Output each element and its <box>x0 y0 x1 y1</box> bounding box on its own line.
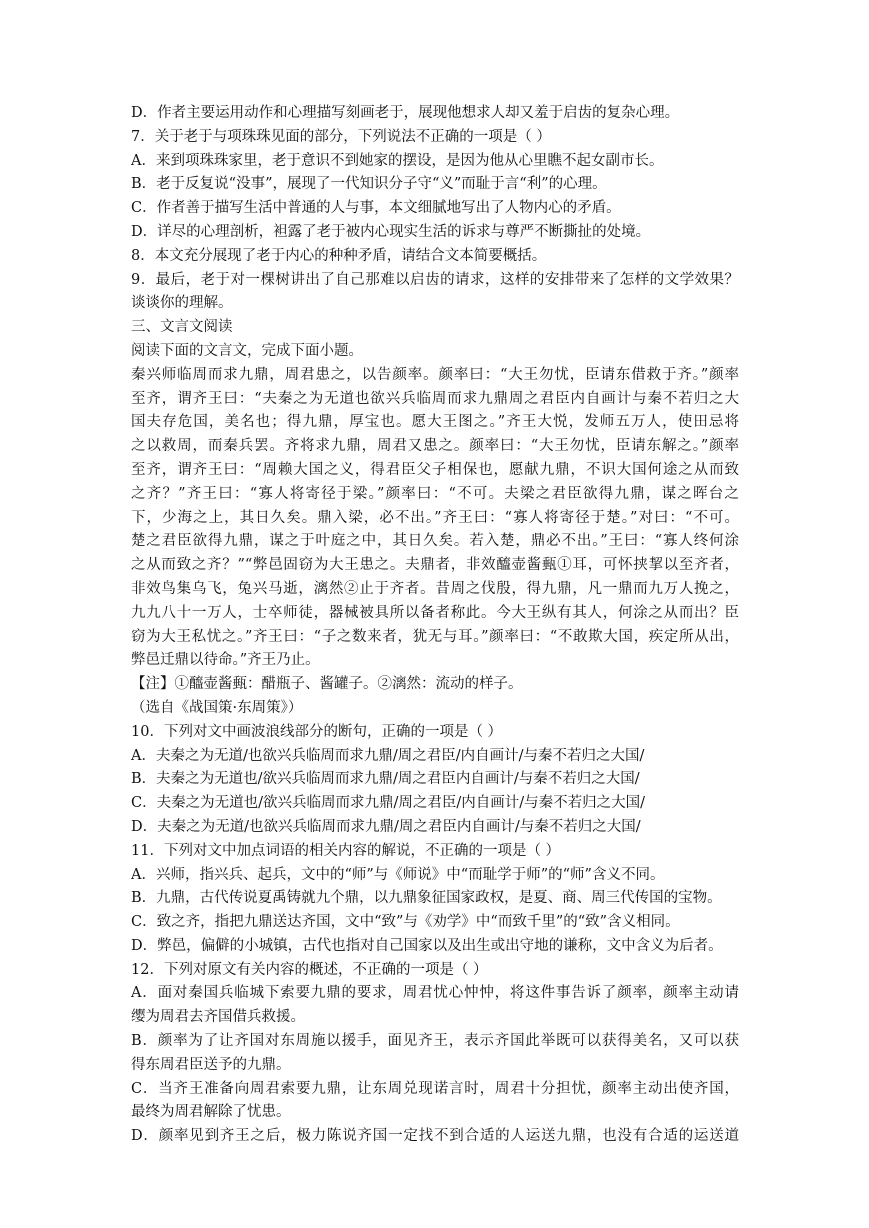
passage-line: 下，少海之上，其日久矣。鼎入梁，必不出。”齐王曰：“寡人将寄径于楚。”对曰：“不可。 <box>131 509 739 526</box>
q10-option-d: D．夫秦之为无道/也欲兴兵临周而求九鼎/周之君臣内自画计/与秦不若归之大国/ <box>131 818 641 835</box>
q10-option-c: C．夫秦之为无道也/欲兴兵临周而求九鼎/周之君臣/内自画计/与秦不若归之大国/ <box>131 795 646 812</box>
passage-line: 之以救周，而秦兵罢。齐将求九鼎，周君又患之。颜率曰：“大王勿忧，臣请东解之。”颜率 <box>131 438 739 455</box>
q8-stem: 8．本文充分展现了老于内心的种种矛盾，请结合文本简要概括。 <box>131 247 547 264</box>
q7-option-d: D．详尽的心理剖析，袒露了老于被内心现实生活的诉求与尊严不断撕扯的处境。 <box>131 223 651 240</box>
q10-option-b: B．夫秦之为无道也/欲兴兵临周而求九鼎/周之君臣内自画计/与秦不若归之大国/ <box>131 771 640 788</box>
q9-stem-line-1: 9．最后，老于对一棵树讲出了自己那难以启齿的请求，这样的安排带来了怎样的文学效果？ <box>131 271 739 288</box>
q10-stem: 10．下列对文中画波浪线部分的断句，正确的一项是（ ） <box>131 723 503 740</box>
page-content <box>131 102 739 1149</box>
q12-option-c-line-2: 最终为周君解除了忧患。 <box>131 1104 291 1121</box>
q11-option-b: B．九鼎，古代传说夏禹铸就九个鼎，以九鼎象征国家政权，是夏、商、周三代传国的宝物。 <box>131 890 722 907</box>
q7-stem: 7．关于老于与项珠珠见面的部分，下列说法不正确的一项是（ ） <box>131 128 551 145</box>
passage-note: 【注】①醯壶酱甀：醋瓶子、酱罐子。②漓然：流动的样子。 <box>131 676 523 693</box>
classical-passage <box>131 364 739 673</box>
q12-stem: 12．下列对原文有关内容的概述，不正确的一项是（ ） <box>131 961 488 978</box>
passage-line: 至齐，谓齐王曰：“夫秦之为无道也欲兴兵临周而求九鼎周之君臣内自画计与秦不若归之大 <box>131 390 739 407</box>
q12-option-a-line-2: 缨为周君去齐国借兵救援。 <box>131 1009 305 1026</box>
q11-option-d: D．弊邑，偏僻的小城镇，古代也指对自己国家以及出生或出守地的谦称，文中含义为后者。 <box>131 937 723 954</box>
q12-option-a-line-1: A．面对秦国兵临城下索要九鼎的要求，周君忧心忡忡，将这件事告诉了颜率，颜率主动请 <box>131 985 739 1002</box>
q7-option-a: A．来到项珠珠家里，老于意识不到她家的摆设，是因为他从心里瞧不起女副市长。 <box>131 152 664 169</box>
passage-line: 至齐，谓齐王曰：“周赖大国之义，得君臣父子相保也，愿献九鼎，不识大国何途之从而致 <box>131 461 739 478</box>
passage-line: 秦兴师临周而求九鼎，周君患之，以告颜率。颜率曰：“大王勿忧，臣请东借救于齐。”颜率 <box>131 366 739 383</box>
section-instruction: 阅读下面的文言文，完成下面小题。 <box>131 342 363 359</box>
q12-option-b-line-1: B．颜率为了让齐国对东周施以援手，面见齐王，表示齐国此举既可以获得美名，又可以获 <box>131 1033 739 1050</box>
q11-option-a: A．兴师，指兴兵、起兵，文中的“师”与《师说》中“而耻学于师”的“师”含义不同。 <box>131 866 665 883</box>
passage-line: 窃为大王私忧之。”齐王曰：“子之数来者，犹无与耳。”颜率曰：“不敢欺大国，疾定所从出， <box>131 628 739 645</box>
q12-option-d-line-1: D．颜率见到齐王之后，极力陈说齐国一定找不到合适的人运送九鼎，也没有合适的运送道 <box>131 1128 739 1145</box>
section-heading: 三、文言文阅读 <box>131 319 233 336</box>
q12-option-b-line-2: 得东周君臣送予的九鼎。 <box>131 1056 291 1073</box>
q11-stem: 11．下列对文中加点词语的相关内容的解说，不正确的一项是（ ） <box>131 842 561 859</box>
passage-source: （选自《战国策·东周策》） <box>131 699 303 716</box>
passage-line: 非效鸟集乌飞，兔兴马逝，漓然②止于齐者。昔周之伐殷，得九鼎，凡一鼎而九万人挽之， <box>131 580 739 597</box>
q11-option-c: C．致之齐，指把九鼎送达齐国，文中“致”与《劝学》中“而致千里”的“致”含义相同。 <box>131 914 680 931</box>
passage-line: 九九八十一万人，士卒师徒，器械被具所以备者称此。今大王纵有其人，何涂之从而出？臣 <box>131 604 739 621</box>
q7-option-c: C．作者善于描写生活中普通的人与事，本文细腻地写出了人物内心的矛盾。 <box>131 200 621 217</box>
q6-option-d: D．作者主要运用动作和心理描写刻画老于，展现他想求人却又羞于启齿的复杂心理。 <box>131 105 680 121</box>
passage-line: 之齐？”齐王曰：“寡人将寄径于梁。”颜率曰：“不可。夫梁之君臣欲得九鼎，谋之晖台之 <box>131 485 739 502</box>
q9-stem-line-2: 谈谈你的理解。 <box>131 295 233 312</box>
passage-line: 之从而致之齐？”“弊邑固窃为大王患之。夫鼎者，非效醯壶酱甀①耳，可怀挟挈以至齐者， <box>131 557 739 574</box>
q10-option-a: A．夫秦之为无道/也欲兴兵临周而求九鼎/周之君臣/内自画计/与秦不若归之大国/ <box>131 747 645 764</box>
passage-line: 楚之君臣欲得九鼎，谋之于叶庭之中，其日久矣。若入楚，鼎必不出。”王曰：“寡人终何涂 <box>131 533 739 550</box>
passage-line: 弊邑迁鼎以待命。”齐王乃止。 <box>131 652 320 669</box>
q7-option-b: B．老于反复说“没事”，展现了一代知识分子守“义”而耻于言“利”的心理。 <box>131 176 607 193</box>
q12-option-c-line-1: C．当齐王准备向周君索要九鼎，让东周兑现诺言时，周君十分担忧，颜率主动出使齐国， <box>131 1080 739 1097</box>
passage-line: 国夫存危国，美名也；得九鼎，厚宝也。愿大王图之。”齐王大悦，发师五万人，使田忌将 <box>131 414 739 431</box>
